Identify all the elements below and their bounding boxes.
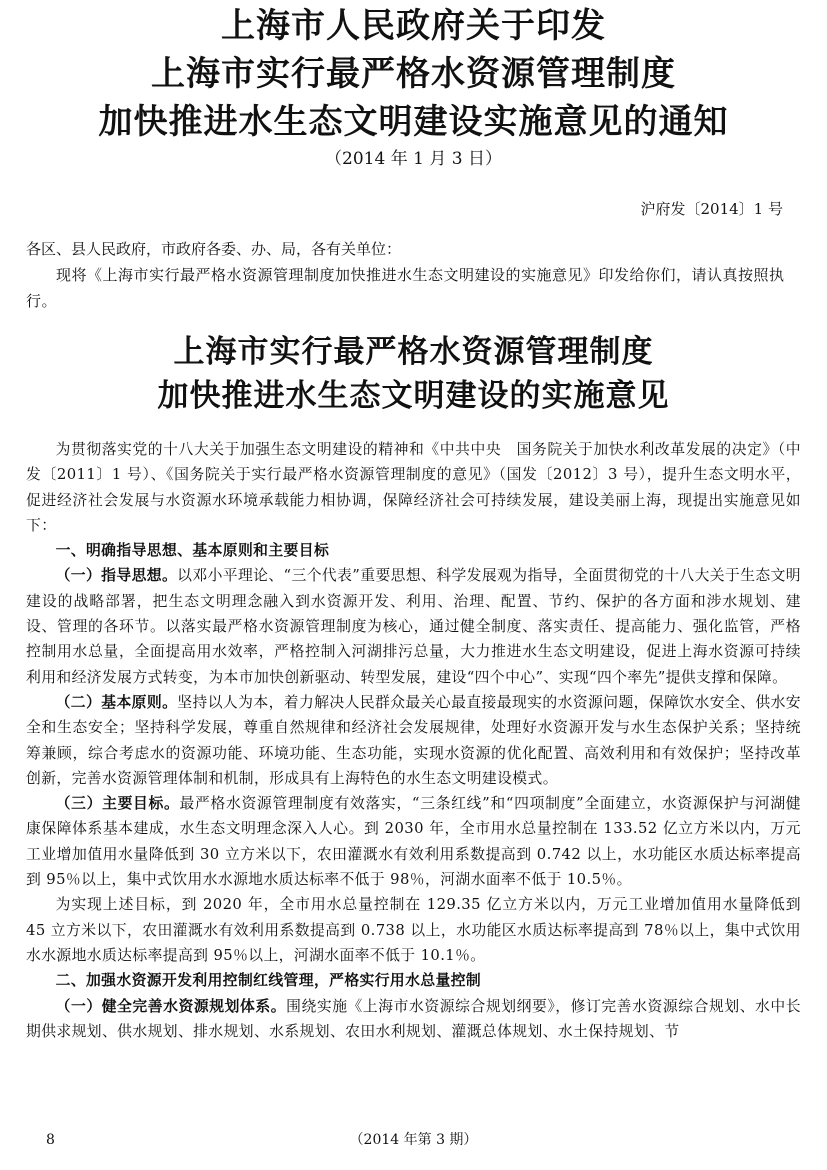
document-title: [0, 2, 827, 172]
notice-text: 现将《上海市实行最严格水资源管理制度加快推进水生态文明建设的实施意见》印发给你们，请认真按照执行。: [26, 266, 785, 310]
page-number: 8: [46, 1132, 55, 1148]
section-heading-2: 二、加强水资源开发利用控制红线管理，严格实行用水总量控制: [55, 972, 482, 990]
paragraph-lead: （一）健全完善水资源规划体系。: [55, 997, 287, 1015]
paragraph-text: 以邓小平理论、“三个代表”重要思想、科学发展观为指导，全面贯彻党的十八大关于生态文明建设的战略部署，把生态文明理念融入到水资源开发、利用、治理、配置、节约、保护的各方面和涉水规划、建设、管理的各环节。以落实最严格水资源管理制度为核心，通过健全制度、落实责任、提高能力、强化监管，严格控制用水总量，全面提高用水效率，严格控制入河湖排污总量，大力推进水生态文明建设，促进上海水资源可持续利用和经济发展方式转变，为本市加快创新驱动、转型发展，建设“四个中心”、实现“四个率先”提供支撑和保障。: [26, 567, 801, 686]
paragraph-2020-targets: 为实现上述目标，到 2020 年，全市用水总量控制在 129.35 亿立方米以内，万元工业增加值用水量降低到 45 立方米以下，农田灌溉水有效利用系数提高到 0.738 以上，水功能区水质达标率提高到 78％以上，集中式饮用水水源地水质达标率提高到 95％以上，河湖水面率不低于 10.1％。: [26, 896, 801, 964]
document-number: 沪府发〔2014〕1 号: [640, 200, 783, 218]
paragraph-text: 最严格水资源管理制度有效落实，“三条红线”和“四项制度”全面建立，水资源保护与河湖健康保障体系基本建成，水生态文明理念深入人心。到 2030 年，全市用水总量控制在 133.52 亿立方米以内，万元工业增加值用水量降低到 30 立方米以下，农田灌溉水有效利用系数提高到 0.742 以上，水功能区水质达标率提高到 95％以上，集中式饮用水水源地水质达标率不低于 98％，河湖水面率不低于 10.5％。: [26, 795, 802, 889]
paragraph-main-targets: [26, 791, 801, 892]
page-footer: [0, 1128, 827, 1152]
paragraph-text: 坚持以人为本，着力解决人民群众最关心最直接最现实的水资源问题，保障饮水安全、供水安全和生态安全；坚持科学发展，尊重自然规律和经济社会发展规律，处理好水资源开发与水生态保护关系；坚持统筹兼顾，综合考虑水的资源功能、环境功能、生态功能，实现水资源的优化配置、高效利用和有效保护；坚持改革创新，完善水资源管理体制和机制，形成具有上海特色的水生态文明建设模式。: [26, 693, 801, 787]
opinion-title: [0, 330, 827, 418]
issue-label: （2014 年第 3 期）: [349, 1132, 478, 1148]
title-line-1: 上海市人民政府关于印发: [221, 6, 606, 46]
subtitle-line-2: 加快推进水生态文明建设的实施意见: [157, 378, 670, 414]
paragraph-guiding-thought: [26, 563, 801, 689]
body-text: [26, 437, 801, 1044]
addressees: 各区、县人民政府，市政府各委、办、局，各有关单位：: [26, 240, 402, 258]
paragraph-planning-system: [26, 994, 801, 1045]
paragraph-lead: （一）指导思想。: [55, 567, 178, 585]
subtitle-line-1: 上海市实行最严格水资源管理制度: [173, 334, 654, 370]
paragraph-text: 围绕实施《上海市水资源综合规划纲要》，修订完善水资源综合规划、水中长期供求规划、供水规划、排水规划、水系规划、农田水利规划、灌溉总体规划、水土保持规划、节: [26, 997, 801, 1040]
paragraph-lead: （二）基本原则。: [55, 693, 178, 711]
paragraph-basic-principles: [26, 690, 801, 791]
title-line-3: 加快推进水生态文明建设实施意见的通知: [98, 102, 729, 142]
title-line-2: 上海市实行最严格水资源管理制度: [151, 54, 676, 94]
issue-date: （2014 年 1 月 3 日）: [325, 149, 502, 169]
intro-paragraph: 为贯彻落实党的十八大关于加强生态文明建设的精神和《中共中央 国务院关于加快水利改革发展的决定》（中发〔2011〕1 号）、《国务院关于实行最严格水资源管理制度的意见》（国发〔2012〕3 号），提升生态文明水平，促进经济社会发展与水资源水环境承载能力相协调，保障经济社会可持续发展，建设美丽上海，现提出实施意见如下：: [26, 441, 801, 534]
section-heading-1: 一、明确指导思想、基本原则和主要目标: [55, 542, 330, 560]
paragraph-lead: （三）主要目标。: [55, 795, 180, 813]
